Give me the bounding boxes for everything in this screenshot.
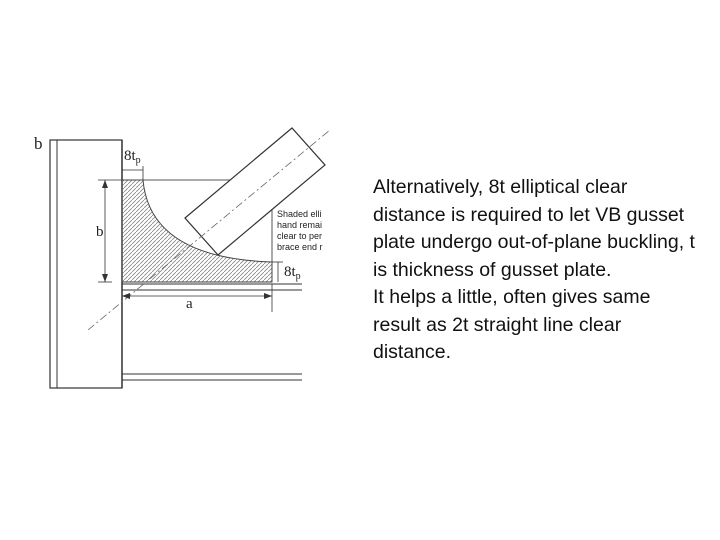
clearance-right-label [284, 264, 301, 282]
dim-a-label: a [186, 296, 193, 312]
caption-paragraph: It helps a little, often gives same result as 2t straight line clear distance. [373, 286, 651, 363]
corner-label: b [34, 134, 43, 153]
dim-b-label: b [96, 224, 104, 240]
clearance-right-dimension [272, 262, 283, 282]
clearance-right-text: 8t [284, 264, 296, 280]
clearance-right-subscript: p [295, 271, 301, 282]
note-line: brace end r [277, 242, 323, 252]
clearance-top-label [124, 148, 141, 166]
clearance-top-subscript: p [135, 155, 141, 166]
clearance-top-text: 8t [124, 148, 136, 164]
shaded-zone-note [277, 209, 323, 252]
note-line: hand remai [277, 220, 323, 230]
note-line: clear to per [277, 231, 323, 241]
caption-paragraph: Alternatively, 8t elliptical clear distance is required to let VB gusset plate undergo out-of-plane buckling, t is thickness of gusset plate. [373, 176, 695, 281]
note-line: Shaded elli [277, 209, 322, 219]
clearance-top-dimension [122, 166, 143, 180]
column [50, 140, 122, 388]
caption-text [373, 174, 703, 367]
dimension-a [122, 284, 272, 312]
beam [122, 284, 302, 380]
